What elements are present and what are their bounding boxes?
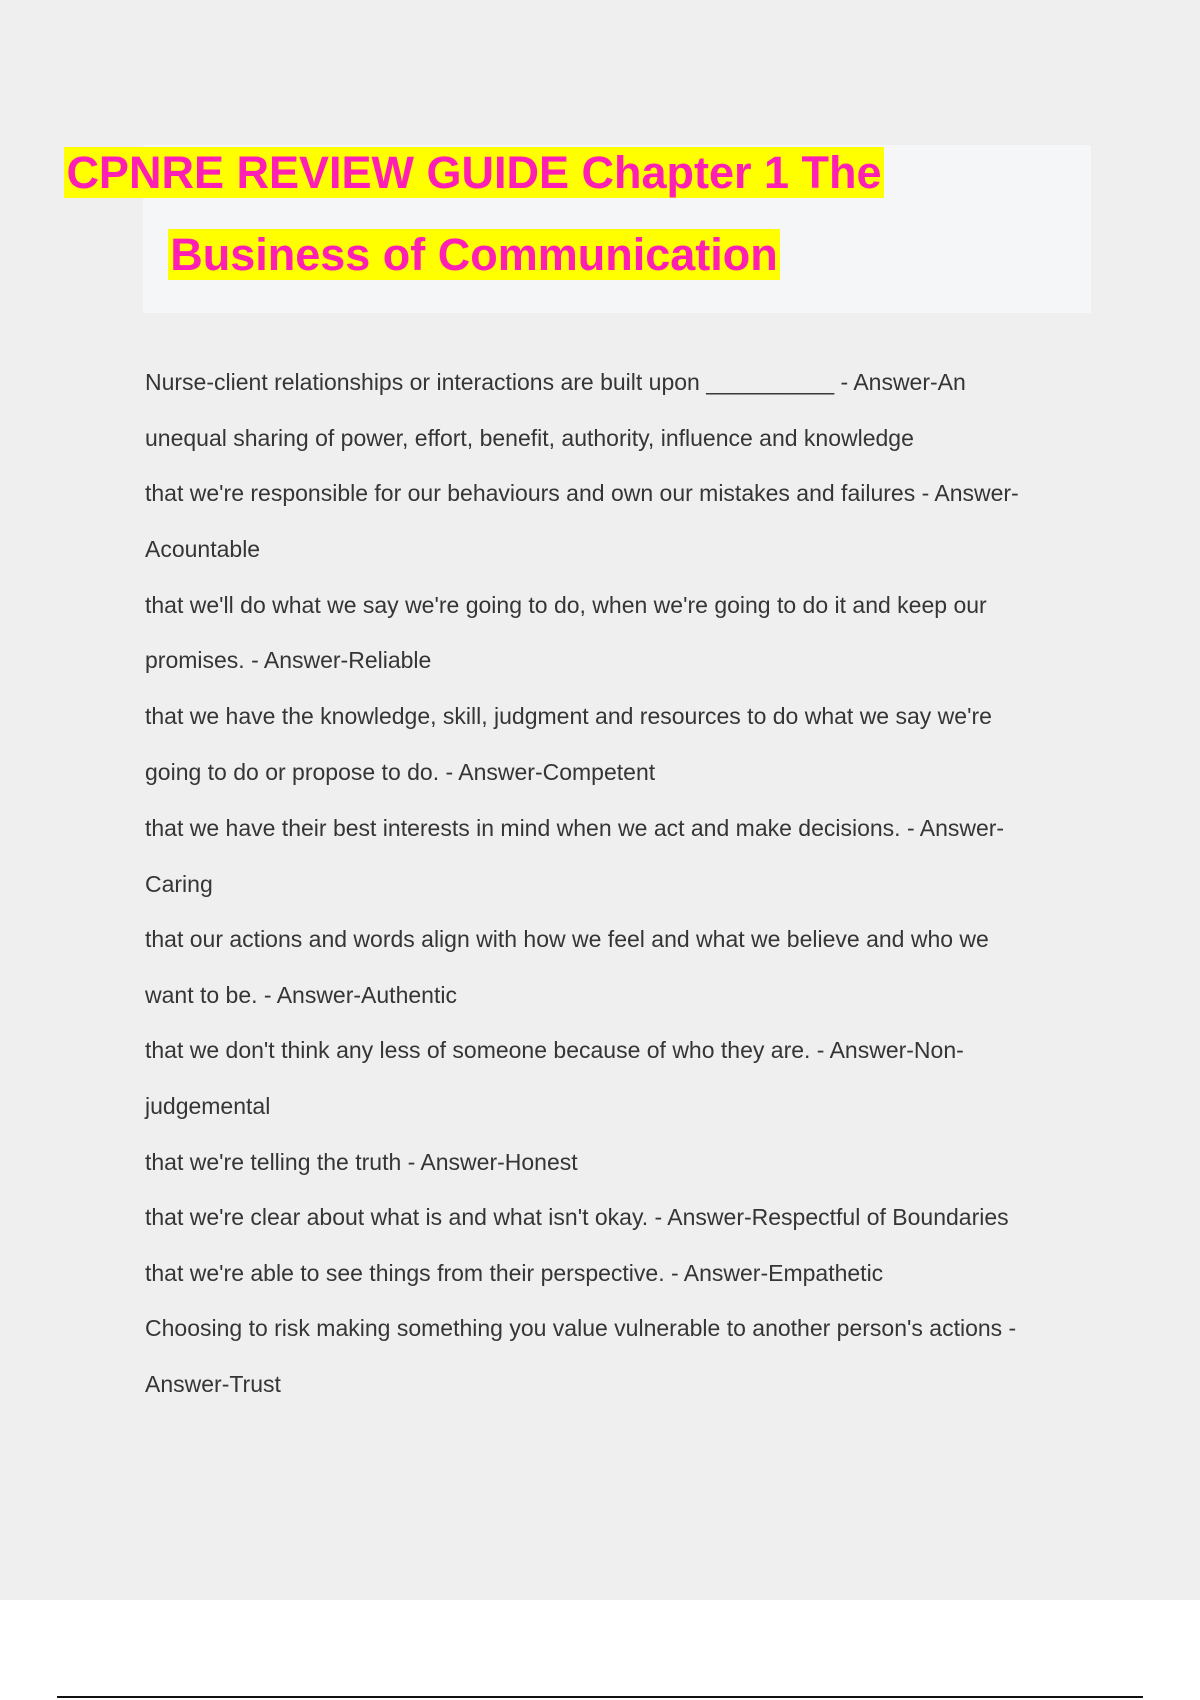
text-line: that we have the knowledge, skill, judgment and resources to do what we say we're (145, 703, 992, 729)
text-line: going to do or propose to do. - Answer-Competent (145, 759, 656, 785)
text-line: Acountable (145, 536, 261, 562)
text-line: Choosing to risk making something you value vulnerable to another person's actions - (145, 1315, 1017, 1341)
text-line: Answer-Trust (145, 1371, 281, 1397)
text-line: promises. - Answer-Reliable (145, 647, 432, 673)
text-line: that we're telling the truth - Answer-Honest (145, 1149, 578, 1175)
text-line: Nurse-client relationships or interactions are built upon __________ - Answer-An (145, 369, 966, 395)
text-line: that we're able to see things from their perspective. - Answer-Empathetic (145, 1260, 884, 1286)
text-line: that our actions and words align with how we feel and what we believe and who we (145, 926, 989, 952)
text-line: that we're clear about what is and what isn't okay. - Answer-Respectful of Boundaries (145, 1204, 1009, 1230)
title-text-2: Business of Communication (170, 229, 778, 280)
footer-divider (57, 1696, 1143, 1698)
document-title-line-2 (0, 228, 948, 282)
text-line: judgemental (145, 1093, 271, 1119)
text-line: unequal sharing of power, effort, benefit, authority, influence and knowledge (145, 425, 914, 451)
title-text-1: CPNRE REVIEW GUIDE Chapter 1 The (66, 147, 882, 198)
document-title-line-1 (0, 146, 948, 200)
text-line: want to be. - Answer-Authentic (145, 982, 457, 1008)
text-line: that we have their best interests in mind when we act and make decisions. - Answer- (145, 815, 1005, 841)
text-line: Caring (145, 871, 213, 897)
text-line: that we're responsible for our behaviours and own our mistakes and failures - Answer- (145, 480, 1019, 506)
text-line: that we'll do what we say we're going to do, when we're going to do it and keep our (145, 592, 987, 618)
text-line: that we don't think any less of someone because of who they are. - Answer-Non- (145, 1037, 964, 1063)
